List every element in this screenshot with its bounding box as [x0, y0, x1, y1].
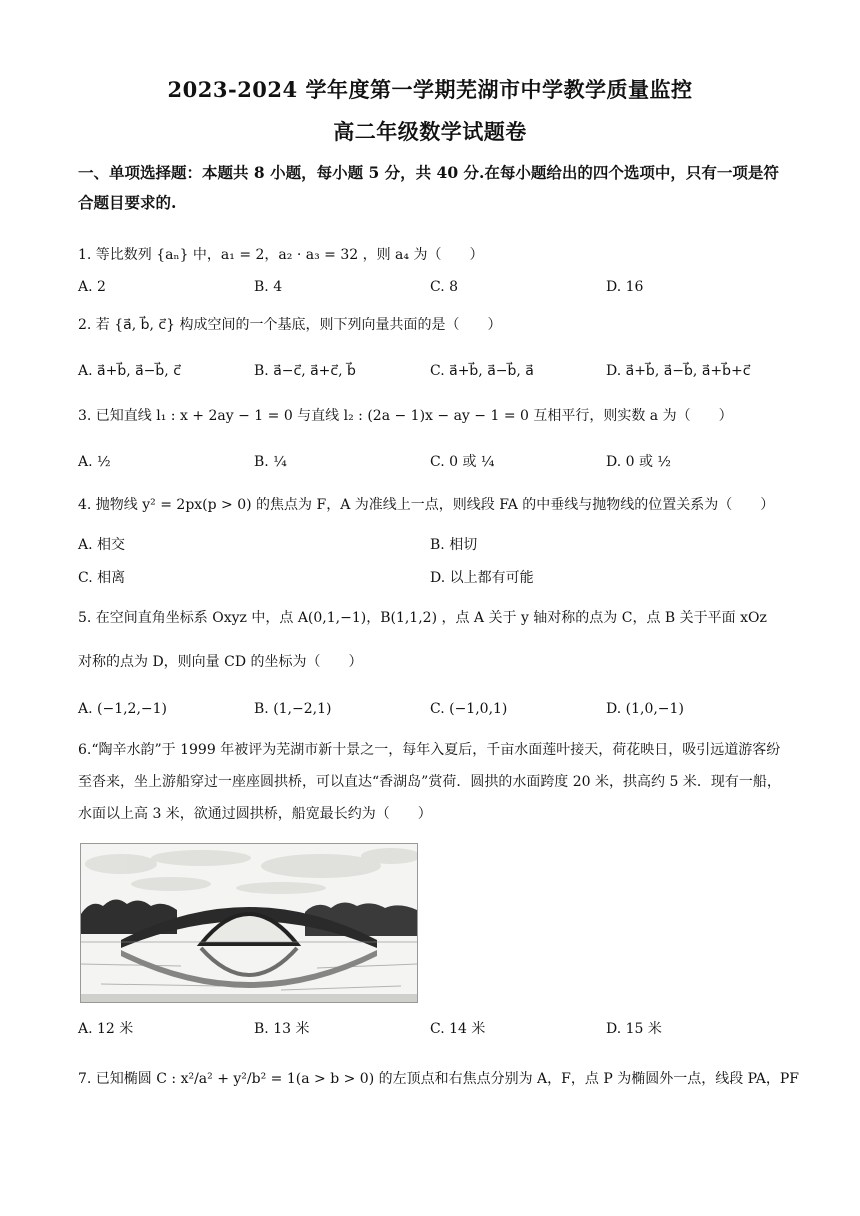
arch-bridge-photo — [80, 843, 418, 1003]
section-heading: 一、单项选择题：本题共 8 小题，每小题 5 分，共 40 分.在每小题给出的四个选项中，只有一项是符合题目要求的. — [78, 163, 779, 212]
question-6-option-b: B. 13 米 — [254, 1021, 310, 1037]
question-1-stem: 1. 等比数列 {aₙ} 中，a₁ = 2，a₂ · a₃ = 32 ，则 a₄ 为（ ） — [78, 247, 484, 263]
question-5-stem-line2: 对称的点为 D，则向量 CD 的坐标为（ ） — [78, 654, 363, 670]
question-4-option-a: A. 相交 — [78, 537, 126, 553]
question-1-option-a: A. 2 — [78, 279, 106, 295]
question-2-option-c: C. a⃗+b⃗, a⃗−b⃗, a⃗ — [430, 363, 534, 379]
question-6-option-d: D. 15 米 — [606, 1021, 662, 1037]
question-6-option-c: C. 14 米 — [430, 1021, 486, 1037]
question-3-option-c: C. 0 或 ¼ — [430, 454, 495, 470]
question-3-option-a: A. ½ — [78, 454, 111, 470]
question-3-stem: 3. 已知直线 l₁ : x + 2ay − 1 = 0 与直线 l₂ : (2a − 1)x − ay − 1 = 0 互相平行，则实数 a 为（ ） — [78, 408, 733, 424]
question-5-option-c: C. (−1,0,1) — [430, 701, 508, 717]
question-2-option-a: A. a⃗+b⃗, a⃗−b⃗, c⃗ — [78, 363, 181, 379]
arch-bridge-illustration — [81, 844, 417, 1002]
question-2-option-d: D. a⃗+b⃗, a⃗−b⃗, a⃗+b⃗+c⃗ — [606, 363, 751, 379]
question-4-option-c: C. 相离 — [78, 570, 126, 586]
question-7-stem: 7. 已知椭圆 C : x²/a² + y²/b² = 1(a > b > 0) 的左顶点和右焦点分别为 A，F，点 P 为椭圆外一点，线段 PA，PF — [78, 1071, 800, 1087]
question-4-option-d: D. 以上都有可能 — [430, 570, 534, 586]
question-4-option-b: B. 相切 — [430, 537, 478, 553]
exam-title: 2023-2024 学年度第一学期芜湖市中学教学质量监控 — [167, 77, 693, 102]
question-1-option-d: D. 16 — [606, 279, 644, 295]
question-3-option-d: D. 0 或 ½ — [606, 454, 672, 470]
question-5-option-d: D. (1,0,−1) — [606, 701, 684, 717]
question-2-stem: 2. 若 {a⃗, b⃗, c⃗} 构成空间的一个基底，则下列向量共面的是（ ） — [78, 317, 502, 333]
question-5-stem-line1: 5. 在空间直角坐标系 Oxyz 中，点 A(0,1,−1)，B(1,1,2) ，点 A 关于 y 轴对称的点为 C，点 B 关于平面 xOz — [78, 610, 767, 626]
question-2-option-b: B. a⃗−c⃗, a⃗+c⃗, b⃗ — [254, 363, 356, 379]
question-5-option-a: A. (−1,2,−1) — [78, 701, 168, 717]
question-1-option-b: B. 4 — [254, 279, 283, 295]
question-4-stem: 4. 抛物线 y² = 2px(p > 0) 的焦点为 F，A 为准线上一点，则线段 FA 的中垂线与抛物线的位置关系为（ ） — [78, 497, 775, 513]
question-1-option-c: C. 8 — [430, 279, 459, 295]
exam-subtitle: 高二年级数学试题卷 — [333, 119, 527, 144]
question-6-stem: 6.“陶辛水韵”于 1999 年被评为芜湖市新十景之一，每年入夏后，千亩水面莲叶接天，荷花映日，吸引远道游客纷至沓来，坐上游船穿过一座座圆拱桥，可以直达“香湖岛”赏荷．圆拱的水面跨度 20 米，拱高约 5 米．现有一船，水面以上高 3 米，欲通过圆拱桥，船宽最长约为（ ） — [78, 742, 781, 822]
question-5-option-b: B. (1,−2,1) — [254, 701, 332, 717]
question-6-option-a: A. 12 米 — [78, 1021, 134, 1037]
question-3-option-b: B. ¼ — [254, 454, 287, 470]
